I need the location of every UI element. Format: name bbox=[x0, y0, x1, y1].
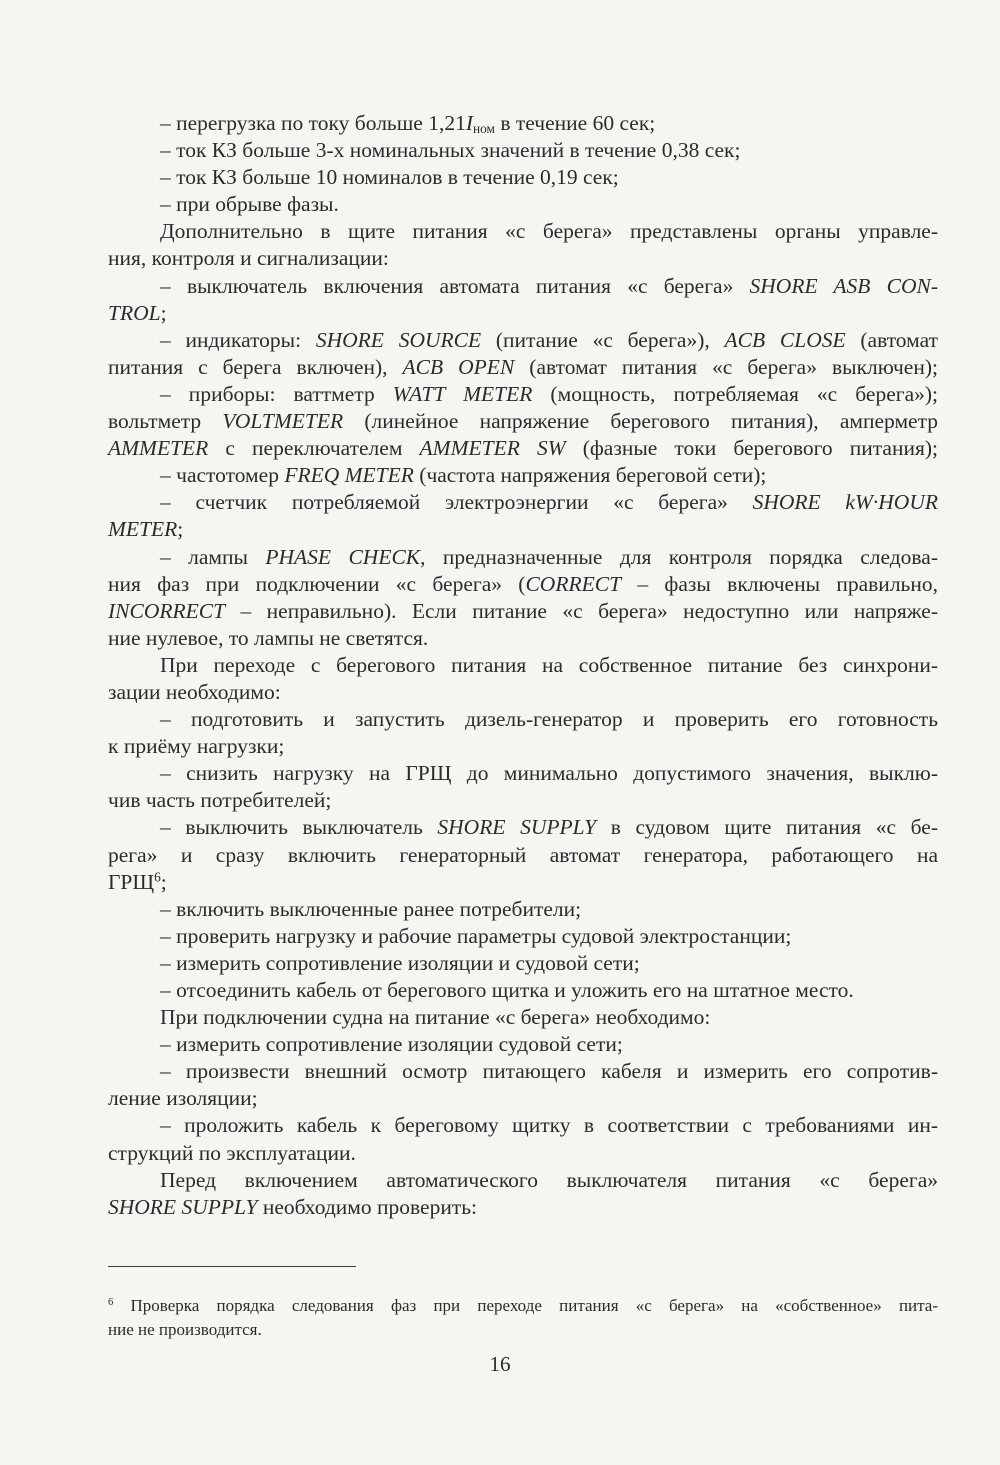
text-line: – ток КЗ больше 10 номиналов в течение 0,19 сек; bbox=[160, 165, 619, 190]
footnote-ref: 6 bbox=[154, 869, 161, 885]
text-line: – приборы: ваттметр WATT METER (мощность, потребляемая «с берега»); bbox=[160, 381, 939, 406]
footnote-marker: 6 bbox=[108, 1297, 114, 1309]
text-line: – выключатель включения автомата питания «с берега» SHORE ASB CON- bbox=[160, 273, 938, 298]
text-line: METER; bbox=[108, 517, 184, 542]
text-line: – отсоединить кабель от берегового щитка и уложить его на штатное место. bbox=[160, 978, 854, 1002]
text-line: питания с берега включен), ACB OPEN (автомат питания «с берега» выключен); bbox=[108, 354, 938, 379]
text-line: INCORRECT – неправильно). Если питание «с берега» недоступно или напряже- bbox=[108, 598, 938, 623]
text-line: – произвести внешний осмотр питающего кабеля и измерить его сопротив- bbox=[160, 1059, 938, 1084]
text-line: к приёму нагрузки; bbox=[108, 734, 285, 759]
text-line: – ток КЗ больше 3-х номинальных значений в течение 0,38 сек; bbox=[160, 138, 741, 163]
footnote-line: $^6$ Проверка порядка следования фаз при переходе питания «с берега» на «собственное» пита- bbox=[108, 1296, 938, 1315]
page-body bbox=[108, 110, 938, 1221]
text-line: – счетчик потребляемой электроэнергии «с берега» SHORE kW·HOUR bbox=[160, 490, 938, 515]
text-line: При подключении судна на питание «с берега» необходимо: bbox=[160, 1005, 711, 1030]
text-line: зации необходимо: bbox=[108, 679, 281, 704]
page-number: 16 bbox=[489, 1352, 511, 1376]
text-line: SHORE SUPPLY необходимо проверить: bbox=[108, 1194, 478, 1219]
text-line: AMMETER с переключателем AMMETER SW (фазные токи берегового питания); bbox=[108, 436, 938, 461]
text-line: ление изоляции; bbox=[108, 1086, 258, 1111]
text-line: – измерить сопротивление изоляции судовой сети; bbox=[160, 1032, 623, 1057]
text-line: – включить выключенные ранее потребители; bbox=[160, 896, 582, 921]
text-line: – подготовить и запустить дизель-генератор и проверить его готовность bbox=[160, 707, 938, 732]
text-line: вольтметр VOLTMETER (линейное напряжение берегового питания), амперметр bbox=[108, 409, 939, 434]
text-line: При переходе с берегового питания на собственное питание без синхрони- bbox=[160, 652, 938, 677]
footnote-divider bbox=[108, 1266, 356, 1267]
text-line: рега» и сразу включить генераторный автомат генератора, работающего на bbox=[108, 842, 938, 867]
footnote-line: ние не производится. bbox=[108, 1320, 262, 1339]
text-line: – проверить нагрузку и рабочие параметры судовой электростанции; bbox=[160, 923, 792, 948]
text-line: – частотомер FREQ METER (частота напряжения береговой сети); bbox=[160, 463, 767, 488]
text-line: струкций по эксплуатации. bbox=[108, 1140, 356, 1165]
text-line: – при обрыве фазы. bbox=[160, 192, 339, 217]
text-line: ние нулевое, то лампы не светятся. bbox=[108, 625, 429, 650]
text-line: Перед включением автоматического выключателя питания «с берега» bbox=[160, 1167, 938, 1192]
text-line: – выключить выключатель SHORE SUPPLY в судовом щите питания «с бе- bbox=[160, 815, 938, 840]
text-line: – перегрузка по току больше $1,21I_{ном}$ в течение 60 сек; bbox=[160, 111, 656, 136]
text-line: – индикаторы: SHORE SOURCE (питание «с берега»), ACB CLOSE (автомат bbox=[160, 327, 938, 352]
text-line: ния фаз при подключении «с берега» (CORRECT – фазы включены правильно, bbox=[108, 571, 938, 596]
text-line: – измерить сопротивление изоляции и судовой сети; bbox=[160, 950, 640, 975]
text-line: – снизить нагрузку на ГРЩ до минимально допустимого значения, выклю- bbox=[160, 761, 938, 786]
text-line: TROL; bbox=[108, 300, 167, 325]
text-line: чив часть потребителей; bbox=[108, 788, 332, 813]
text-line: – проложить кабель к береговому щитку в соответствии с требованиями ин- bbox=[160, 1113, 938, 1138]
text-line: ГРЩ$^6$; bbox=[108, 869, 167, 894]
text-line: Дополнительно в щите питания «с берега» представлены органы управле- bbox=[160, 219, 938, 244]
footnote bbox=[108, 1294, 938, 1342]
text-line: – лампы PHASE CHECK, предназначенные для контроля порядка следова- bbox=[160, 544, 938, 569]
text-line: ния, контроля и сигнализации: bbox=[108, 246, 389, 271]
